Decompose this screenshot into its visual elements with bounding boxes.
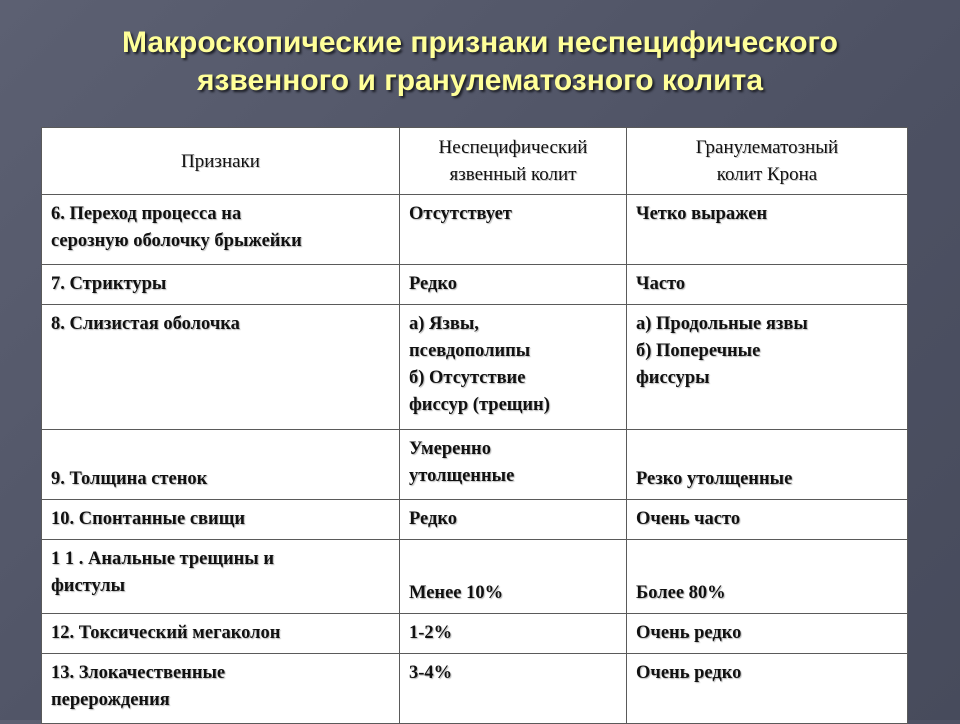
cell-crohn [627, 654, 908, 724]
table-row [42, 614, 908, 654]
cell-line: 9. Толщина стенок [51, 469, 208, 489]
slide-title-line-2: язвенного и гранулематозного колита [196, 64, 763, 97]
cell-crohn [627, 430, 908, 500]
table-row [42, 500, 908, 540]
cell-line: Менее 10% [409, 583, 504, 603]
cell-sign [42, 430, 400, 500]
cell-uc [400, 195, 627, 265]
cell-line: 3-4% [409, 663, 453, 683]
cell-crohn [627, 195, 908, 265]
cell-crohn [627, 614, 908, 654]
cell-sign [42, 305, 400, 430]
cell-line: утолщенные [409, 466, 515, 486]
cell-line: 13. Злокачественные [51, 663, 226, 683]
header-uc-line-1: Неспецифический [438, 137, 588, 158]
cell-line: Очень редко [636, 663, 742, 683]
cell-sign [42, 500, 400, 540]
cell-line: 1 1 . Анальные трещины и [51, 549, 275, 569]
cell-line: серозную оболочку брыжейки [51, 231, 302, 251]
cell-line: а) Продольные язвы [636, 314, 808, 334]
header-ulcerative-colitis [400, 128, 627, 195]
cell-line: Очень редко [636, 623, 742, 643]
comparison-table-container [41, 127, 907, 724]
cell-line: псевдополипы [409, 341, 531, 361]
table-row [42, 430, 908, 500]
slide-title [0, 24, 960, 100]
header-uc-line-2: язвенный колит [449, 164, 577, 185]
cell-line: 12. Токсический мегаколон [51, 623, 281, 643]
cell-line: фиссур (трещин) [409, 395, 550, 415]
table-row [42, 540, 908, 614]
cell-line: 1-2% [409, 623, 453, 643]
header-crohn-line-1: Гранулематозный [695, 137, 839, 158]
cell-sign [42, 265, 400, 305]
cell-line: Редко [409, 274, 458, 294]
cell-line: б) Отсутствие [409, 368, 526, 388]
table-row [42, 654, 908, 724]
cell-crohn [627, 500, 908, 540]
cell-uc [400, 265, 627, 305]
cell-line: Умеренно [409, 439, 491, 459]
cell-uc [400, 430, 627, 500]
header-crohn-line-2: колит Крона [716, 164, 818, 185]
cell-line: 8. Слизистая оболочка [51, 314, 240, 334]
cell-line: 6. Переход процесса на [51, 204, 242, 224]
header-signs [42, 128, 400, 195]
cell-line: Более 80% [636, 583, 726, 603]
cell-line: Часто [636, 274, 686, 294]
cell-line: фистулы [51, 576, 126, 596]
cell-line: фиссуры [636, 368, 710, 388]
cell-uc [400, 654, 627, 724]
cell-uc [400, 614, 627, 654]
cell-line: а) Язвы, [409, 314, 479, 334]
cell-line: 7. Стриктуры [51, 274, 167, 294]
table-header-row [42, 128, 908, 195]
cell-sign [42, 540, 400, 614]
cell-line: Резко утолщенные [636, 469, 793, 489]
cell-line: 10. Спонтанные свищи [51, 509, 245, 529]
header-crohn-colitis [627, 128, 908, 195]
table-row [42, 305, 908, 430]
cell-uc [400, 305, 627, 430]
cell-crohn [627, 305, 908, 430]
cell-sign [42, 195, 400, 265]
cell-line: перерождения [51, 690, 170, 710]
slide-title-line-1: Макроскопические признаки неспецифического [121, 26, 838, 59]
comparison-table [41, 127, 908, 724]
cell-uc [400, 540, 627, 614]
cell-line: Четко выражен [636, 204, 768, 224]
cell-crohn [627, 265, 908, 305]
cell-line: Отсутствует [409, 204, 512, 224]
cell-line: Редко [409, 509, 458, 529]
cell-line: б) Поперечные [636, 341, 761, 361]
cell-sign [42, 614, 400, 654]
table-row [42, 265, 908, 305]
cell-line: Очень часто [636, 509, 741, 529]
cell-uc [400, 500, 627, 540]
table-row [42, 195, 908, 265]
cell-sign [42, 654, 400, 724]
header-signs-label: Признаки [181, 150, 260, 172]
cell-crohn [627, 540, 908, 614]
